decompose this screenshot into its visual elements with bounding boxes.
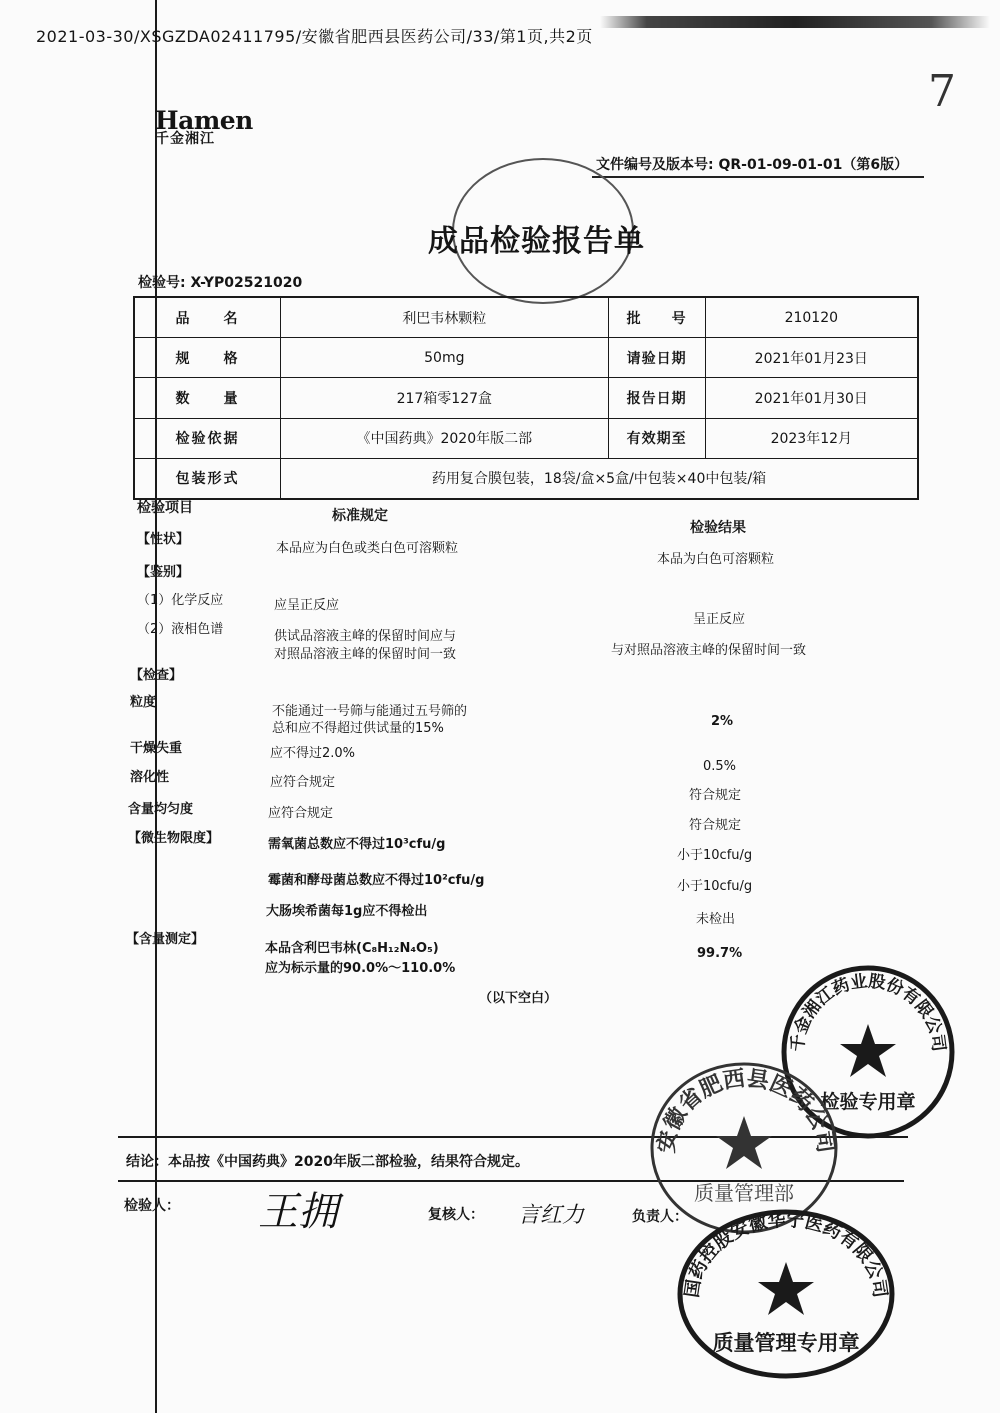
label-packaging: 包装形式 (134, 458, 281, 499)
svg-text:质量管理专用章: 质量管理专用章 (712, 1331, 860, 1355)
item-standard-line2: 对照品溶液主峰的保留时间一致 (274, 647, 457, 662)
label-basis: 检验依据 (134, 418, 281, 458)
item-standard: 本品应为白色或类白色可溶颗粒 (276, 541, 459, 556)
svg-text:质量管理部: 质量管理部 (694, 1181, 794, 1205)
responsible-label: 负责人： (632, 1209, 688, 1225)
company-logo: Hamen (155, 106, 253, 135)
item-standard-line2: 应为标示量的90.0%～110.0% (265, 961, 456, 976)
inspector-label: 检验人： (124, 1198, 180, 1214)
item-result: 99.7% (697, 946, 743, 961)
item-result: 2% (711, 714, 734, 729)
value-request-date: 2021年01月23日 (705, 338, 918, 378)
label-quantity: 数 量 (134, 378, 281, 418)
item-result: 未检出 (696, 912, 736, 927)
table-row (134, 338, 918, 378)
item-result: 本品为白色可溶颗粒 (657, 552, 775, 567)
column-header-result: 检验结果 (690, 520, 746, 536)
table-row (134, 297, 918, 338)
document-number-underline (592, 176, 924, 178)
item-name: 【鉴别】 (137, 565, 190, 580)
label-request-date: 请验日期 (608, 338, 705, 378)
value-batch-no: 210120 (705, 297, 918, 338)
distributor-quality-stamp (673, 1206, 899, 1382)
svg-text:检验专用章: 检验专用章 (820, 1091, 916, 1113)
blank-note: （以下空白） (479, 991, 558, 1006)
label-spec: 规 格 (134, 338, 281, 378)
column-header-item: 检验项目 (137, 500, 193, 516)
value-spec: 50mg (281, 338, 609, 378)
item-result: 0.5% (703, 759, 737, 774)
item-standard: 大肠埃希菌每1g应不得检出 (266, 904, 428, 919)
item-result: 呈正反应 (693, 612, 746, 627)
scan-dark-bar (600, 16, 990, 28)
inspection-number: 检验号: X-YP02521020 (138, 275, 303, 291)
page-title: 成品检验报告单 (428, 224, 645, 259)
item-result: 小于10cfu/g (677, 879, 753, 894)
item-standard: 应符合规定 (268, 806, 334, 821)
item-result: 符合规定 (689, 818, 742, 833)
inspector-signature: 王拥 (258, 1189, 338, 1235)
item-result: 符合规定 (689, 788, 742, 803)
item-name: 干燥失重 (130, 741, 183, 756)
item-name: （2）液相色谱 (137, 622, 224, 637)
handwritten-mark: 7 (928, 66, 956, 117)
svg-text:国药控股安徽华宁医药有限公司: 国药控股安徽华宁医药有限公司 (681, 1209, 891, 1299)
column-header-standard: 标准规定 (332, 508, 388, 524)
conclusion-text: 结论：本品按《中国药典》2020年版二部检验，结果符合规定。 (126, 1154, 529, 1170)
item-standard: 不能通过一号筛与能通过五号筛的 (272, 704, 468, 719)
item-name: 含量均匀度 (128, 802, 194, 817)
item-name: 【检查】 (130, 668, 183, 683)
label-batch-no: 批 号 (608, 297, 705, 338)
table-row (134, 378, 918, 418)
value-expiry: 2023年12月 (705, 418, 918, 458)
label-expiry: 有效期至 (608, 418, 705, 458)
product-info-table (133, 296, 919, 500)
value-packaging: 药用复合膜包装，18袋/盒×5盒/中包装×40中包装/箱 (281, 458, 919, 499)
item-name: 粒度 (130, 695, 157, 710)
item-standard: 应不得过2.0% (270, 746, 356, 761)
table-row (134, 458, 918, 499)
item-name: 【性状】 (137, 532, 190, 547)
document-number: 文件编号及版本号: QR-01-09-01-01（第6版） (596, 157, 909, 173)
value-quantity: 217箱零127盒 (281, 378, 609, 418)
reviewer-label: 复核人： (428, 1207, 484, 1223)
item-standard: 供试品溶液主峰的保留时间应与 (274, 629, 457, 644)
company-logo-subtitle: 千金湘江 (155, 131, 215, 147)
svg-text:千金湘江药业股份有限公司: 千金湘江药业股份有限公司 (787, 971, 949, 1053)
label-product-name: 品 名 (134, 297, 281, 338)
table-row (134, 418, 918, 458)
item-name: 【含量测定】 (126, 932, 205, 947)
item-standard: 需氧菌总数应不得过10³cfu/g (268, 837, 446, 852)
value-basis: 《中国药典》2020年版二部 (281, 418, 609, 458)
item-name: 溶化性 (130, 770, 170, 785)
value-product-name: 利巴韦林颗粒 (281, 297, 609, 338)
item-standard: 应呈正反应 (274, 598, 340, 613)
item-name: 【微生物限度】 (128, 831, 220, 846)
label-report-date: 报告日期 (608, 378, 705, 418)
item-standard: 本品含利巴韦林(C₈H₁₂N₄O₅) (265, 941, 439, 956)
reviewer-signature: 言红力 (518, 1203, 585, 1228)
item-standard-line2: 总和应不得超过供试量的15% (272, 721, 444, 736)
item-result: 小于10cfu/g (677, 848, 753, 863)
svg-text:安徽省肥西县医药公司: 安徽省肥西县医药公司 (654, 1066, 838, 1155)
item-standard: 应符合规定 (270, 775, 336, 790)
fax-header-line: 2021-03-30/XSGZDA02411795/安徽省肥西县医药公司/33/第1页,共2页 (36, 27, 593, 46)
item-name: （1）化学反应 (137, 593, 224, 608)
item-standard: 霉菌和酵母菌总数应不得过10²cfu/g (268, 873, 485, 888)
value-report-date: 2021年01月30日 (705, 378, 918, 418)
item-result: 与对照品溶液主峰的保留时间一致 (611, 643, 807, 658)
